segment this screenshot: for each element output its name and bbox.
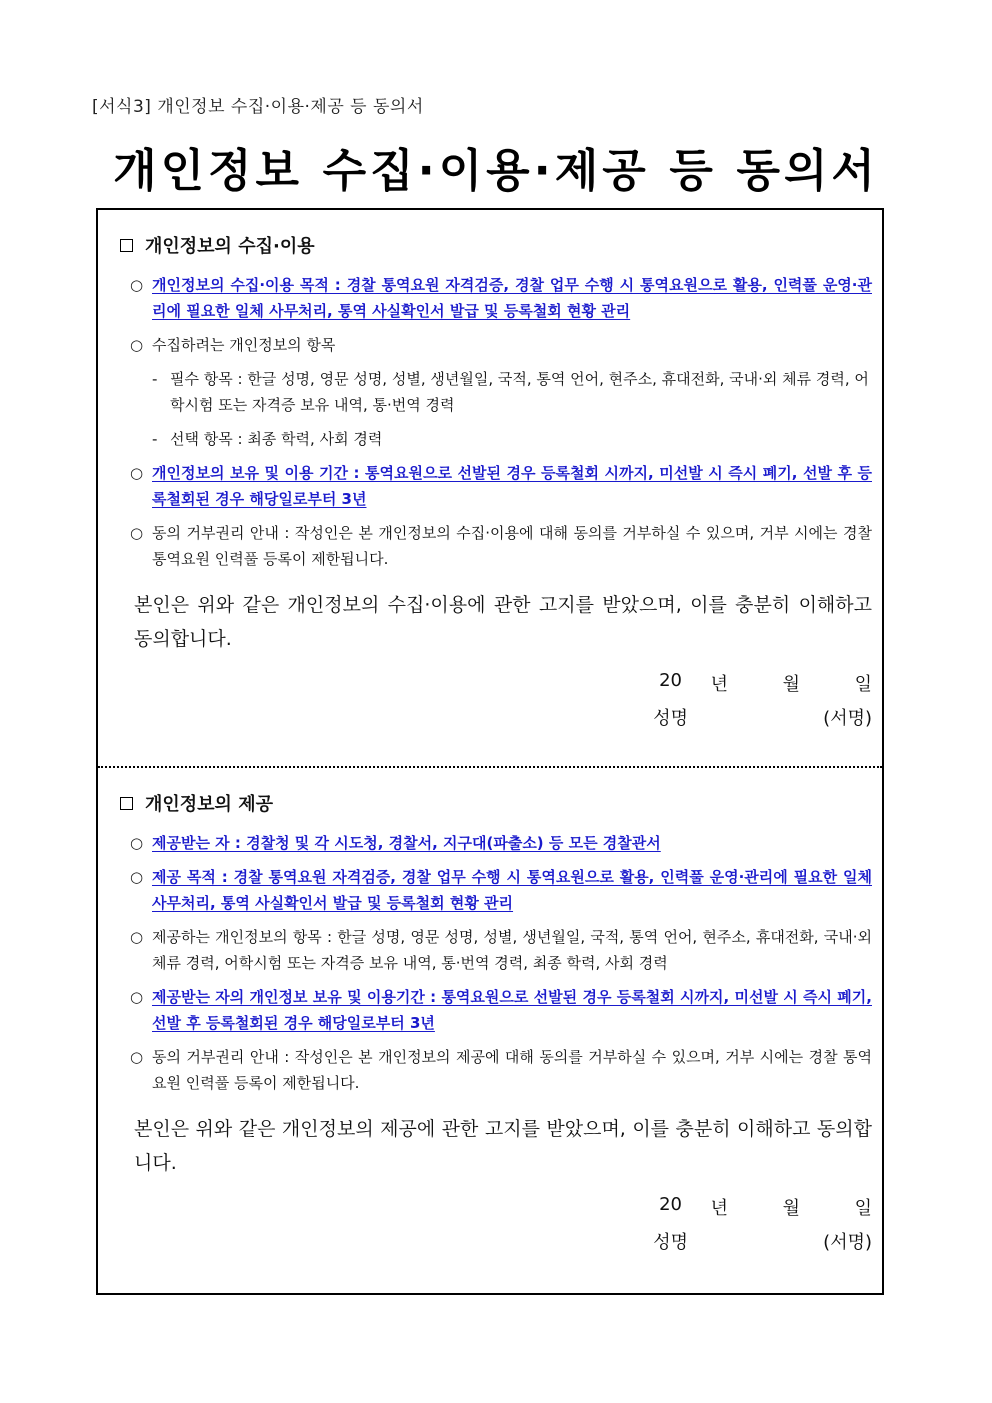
- sign-label: (서명): [823, 1232, 872, 1253]
- circle-bullet-icon: ○: [130, 868, 144, 886]
- retention-item: [120, 984, 872, 1036]
- consent-statement: 본인은 위와 같은 개인정보의 수집·이용에 관한 고지를 받았으며, 이를 충분히 이해하고 동의합니다.: [134, 594, 872, 650]
- circle-bullet-icon: ○: [130, 276, 144, 294]
- section-heading-text: 개인정보의 제공: [145, 794, 273, 815]
- recipient-text: 제공받는 자 : 경찰청 및 각 시도청, 경찰서, 지구대(파출소) 등 모든 경찰관서: [152, 834, 661, 852]
- refusal-item: [120, 520, 872, 572]
- section-heading-text: 개인정보의 수집·이용: [145, 236, 315, 257]
- checkbox-square-icon: [120, 239, 133, 252]
- optional-items-text: 선택 항목 : 최종 학력, 사회 경력: [170, 430, 383, 448]
- purpose-text: 제공 목적 : 경찰 통역요원 자격검증, 경찰 업무 수행 시 통역요원으로 활용, 인력풀 운영·관리에 필요한 일체 사무처리, 통역 사실확인서 발급 및 등록철회 현황 관리: [152, 868, 872, 912]
- items-title-item: [120, 332, 872, 358]
- required-items: [120, 366, 872, 418]
- optional-items: [120, 426, 872, 452]
- signature-block: [120, 1194, 872, 1264]
- required-items-text: 필수 항목 : 한글 성명, 영문 성명, 성별, 생년월일, 국적, 통역 언어, 현주소, 휴대전화, 국내·외 체류 경력, 어학시험 또는 자격증 보유 내역, 통·번역 경력: [170, 370, 869, 414]
- circle-bullet-icon: ○: [130, 834, 144, 852]
- dotted-divider: [98, 766, 882, 768]
- name-label: 성명: [653, 708, 688, 729]
- items-text: 제공하는 개인정보의 항목 : 한글 성명, 영문 성명, 성별, 생년월일, 국적, 통역 언어, 현주소, 휴대전화, 국내·외 체류 경력, 어학시험 또는 자격증 보유 내역, 통·번역 경력, 최종 학력, 사회 경력: [152, 928, 872, 972]
- form-label: [서식3] 개인정보 수집·이용·제공 등 동의서: [92, 97, 424, 117]
- refusal-item: [120, 1044, 872, 1096]
- year-label: 년: [710, 1198, 728, 1219]
- items-item: [120, 924, 872, 976]
- circle-bullet-icon: ○: [130, 928, 144, 946]
- year-prefix: 20: [659, 1194, 682, 1215]
- sign-label: (서명): [823, 708, 872, 729]
- consent-form-box: [96, 208, 884, 1295]
- dash-bullet: -: [152, 370, 158, 388]
- circle-bullet-icon: ○: [130, 336, 144, 354]
- year-prefix: 20: [659, 670, 682, 691]
- items-title-text: 수집하려는 개인정보의 항목: [152, 336, 336, 354]
- section-heading: [120, 790, 872, 816]
- month-label: 월: [782, 1198, 800, 1219]
- checkbox-square-icon: [120, 797, 133, 810]
- refusal-text: 동의 거부권리 안내 : 작성인은 본 개인정보의 제공에 대해 동의를 거부하실 수 있으며, 거부 시에는 경찰 통역요원 인력풀 등록이 제한됩니다.: [152, 1048, 872, 1092]
- collection-section: [120, 232, 872, 740]
- page-title: 개인정보 수집·이용·제공 등 동의서: [113, 144, 879, 197]
- purpose-text: 개인정보의 수집·이용 목적 : 경찰 통역요원 자격검증, 경찰 업무 수행 시 통역요원으로 활용, 인력풀 운영·관리에 필요한 일체 사무처리, 통역 사실확인서 발급 및 등록철회 현황 관리: [152, 276, 872, 320]
- name-label: 성명: [653, 1232, 688, 1253]
- day-label: 일: [854, 674, 872, 695]
- provision-section: [120, 790, 872, 1264]
- retention-item: [120, 460, 872, 512]
- circle-bullet-icon: ○: [130, 988, 144, 1006]
- day-label: 일: [854, 1198, 872, 1219]
- circle-bullet-icon: ○: [130, 1048, 144, 1066]
- year-label: 년: [710, 674, 728, 695]
- retention-text: 개인정보의 보유 및 이용 기간 : 통역요원으로 선발된 경우 등록철회 시까지, 미선발 시 즉시 폐기, 선발 후 등록철회된 경우 해당일로부터 3년: [152, 464, 872, 508]
- circle-bullet-icon: ○: [130, 524, 144, 542]
- retention-text: 제공받는 자의 개인정보 보유 및 이용기간 : 통역요원으로 선발된 경우 등록철회 시까지, 미선발 시 즉시 폐기, 선발 후 등록철회된 경우 해당일로부터 3년: [152, 988, 872, 1032]
- dash-bullet: -: [152, 430, 158, 448]
- refusal-text: 동의 거부권리 안내 : 작성인은 본 개인정보의 수집·이용에 대해 동의를 거부하실 수 있으며, 거부 시에는 경찰 통역요원 인력풀 등록이 제한됩니다.: [152, 524, 872, 568]
- consent-statement: 본인은 위와 같은 개인정보의 제공에 관한 고지를 받았으며, 이를 충분히 이해하고 동의합니다.: [134, 1118, 872, 1174]
- section-heading: [120, 232, 872, 258]
- purpose-item: [120, 272, 872, 324]
- circle-bullet-icon: ○: [130, 464, 144, 482]
- signature-block: [120, 670, 872, 740]
- recipient-item: [120, 830, 872, 856]
- purpose-item: [120, 864, 872, 916]
- month-label: 월: [782, 674, 800, 695]
